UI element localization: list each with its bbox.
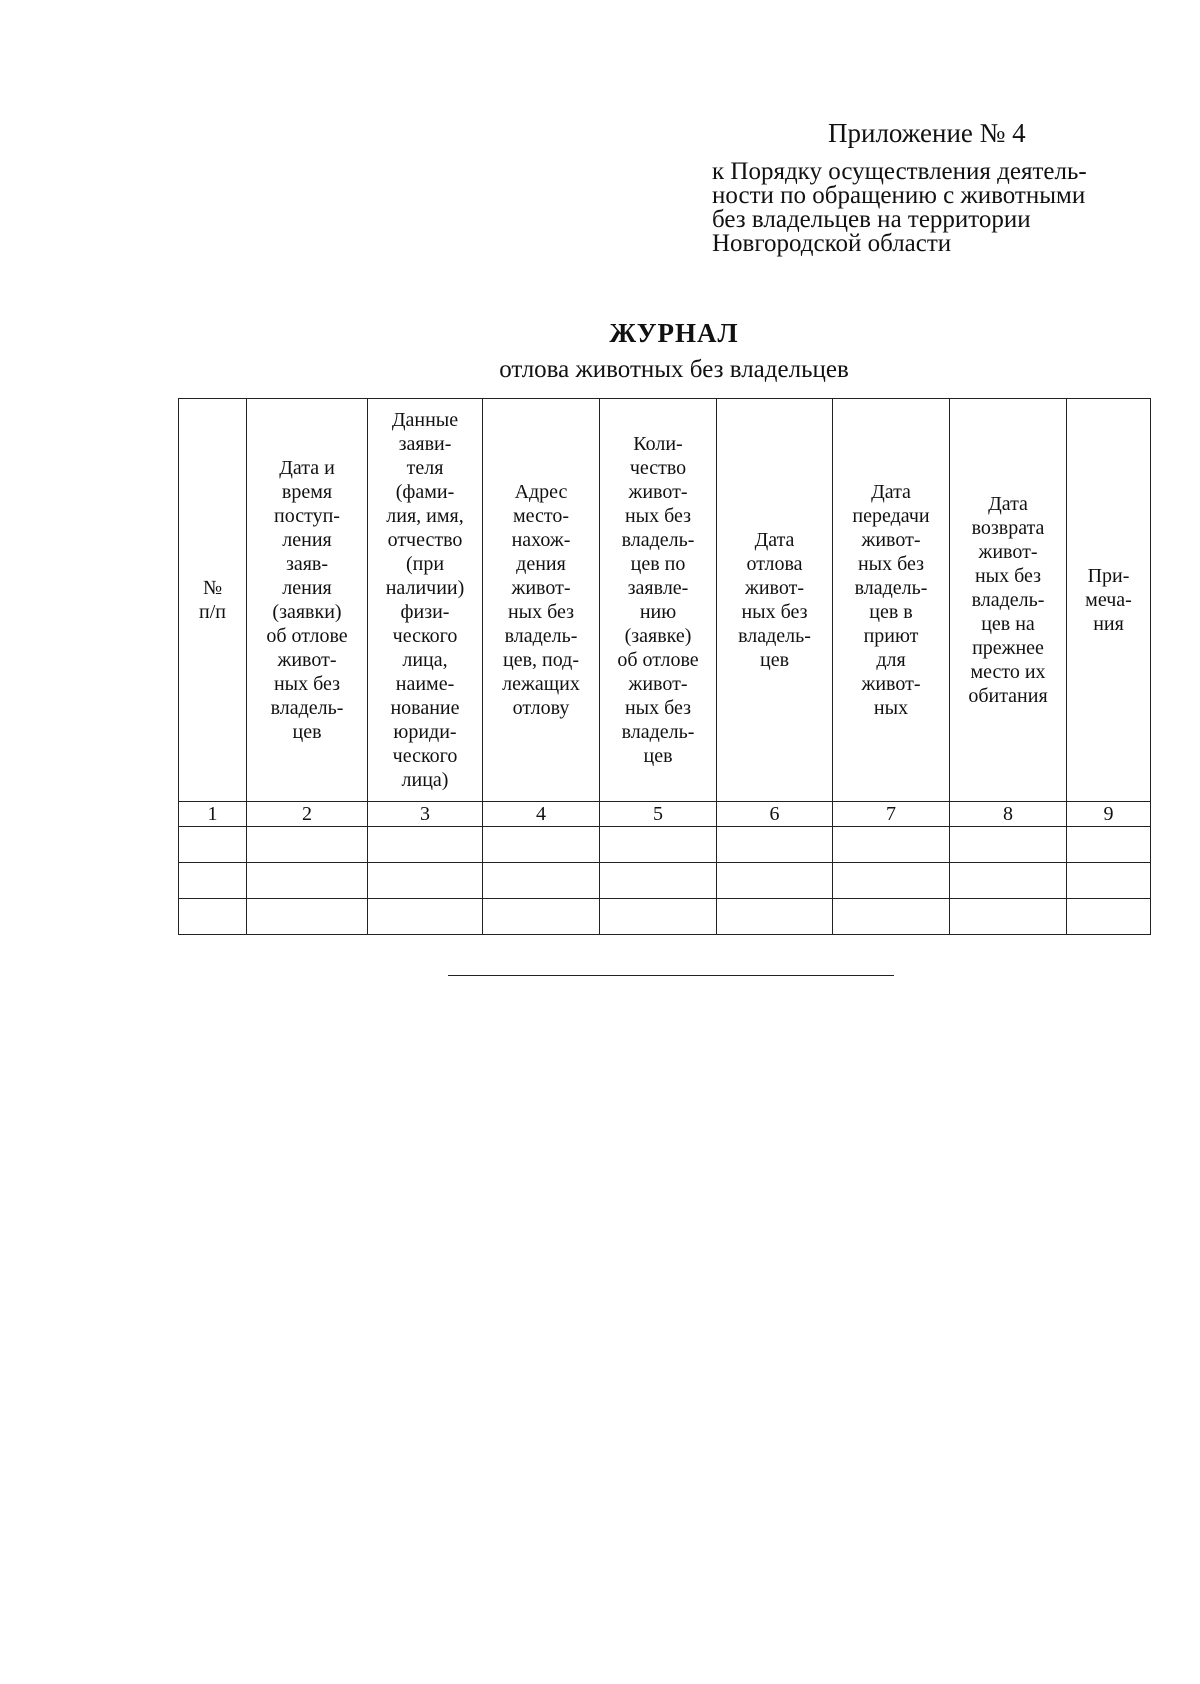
column-number: 3 <box>368 802 483 827</box>
column-header: При- меча- ния <box>1067 399 1151 802</box>
column-number: 9 <box>1067 802 1151 827</box>
journal-table <box>178 398 1151 935</box>
column-header: № п/п <box>179 399 247 802</box>
table-cell <box>179 863 247 899</box>
table-header-row <box>179 399 1151 802</box>
table-cell <box>833 827 950 863</box>
table-row <box>179 863 1151 899</box>
table-cell <box>950 827 1067 863</box>
column-header: Дата возврата живот- ных без владель- цев на прежнее место их обитания <box>950 399 1067 802</box>
appendix-line: Новгородской области <box>712 230 952 257</box>
appendix-line: без владельцев на территории <box>712 206 1031 233</box>
column-number: 7 <box>833 802 950 827</box>
table-cell <box>247 863 368 899</box>
table-cell <box>600 899 717 935</box>
table-cell <box>368 899 483 935</box>
table-cell <box>247 899 368 935</box>
table-cell <box>368 827 483 863</box>
column-header: Коли- чество живот- ных без владель- цев по заявле- нию (заявке) об отлове живот- ных без владель- цев <box>600 399 717 802</box>
table-cell <box>833 899 950 935</box>
table-cell <box>483 827 600 863</box>
table-cell <box>247 827 368 863</box>
table-row <box>179 899 1151 935</box>
table-cell <box>483 863 600 899</box>
column-number: 1 <box>179 802 247 827</box>
column-number: 6 <box>717 802 833 827</box>
appendix-title: Приложение № 4 <box>828 118 1026 148</box>
column-number: 4 <box>483 802 600 827</box>
column-header: Дата отлова живот- ных без владель- цев <box>717 399 833 802</box>
column-number: 8 <box>950 802 1067 827</box>
table-cell <box>717 863 833 899</box>
table-cell <box>833 863 950 899</box>
table-cell <box>717 899 833 935</box>
table-cell <box>179 827 247 863</box>
end-rule-divider <box>448 975 894 976</box>
table-cell <box>950 899 1067 935</box>
table-row <box>179 827 1151 863</box>
journal-subtitle: отлова животных без владельцев <box>499 356 849 383</box>
table-cell <box>368 863 483 899</box>
table-cell <box>950 863 1067 899</box>
table-cell <box>1067 827 1151 863</box>
appendix-line: к Порядку осуществления деятель- <box>712 158 1087 185</box>
column-header: Адрес место- нахож- дения живот- ных без владель- цев, под- лежащих отлову <box>483 399 600 802</box>
table-cell <box>179 899 247 935</box>
table-cell <box>1067 863 1151 899</box>
column-number: 2 <box>247 802 368 827</box>
table-cell <box>600 863 717 899</box>
appendix-reference <box>712 160 1132 256</box>
column-number: 5 <box>600 802 717 827</box>
appendix-line: ности по обращению с животными <box>712 182 1086 209</box>
column-number-row <box>179 802 1151 827</box>
table-cell <box>600 827 717 863</box>
journal-title: ЖУРНАЛ <box>609 318 739 348</box>
column-header: Дата передачи живот- ных без владель- цев в приют для живот- ных <box>833 399 950 802</box>
column-header: Дата и время поступ- ления заяв- ления (заявки) об отлове живот- ных без владель- цев <box>247 399 368 802</box>
table-cell <box>717 827 833 863</box>
table-cell <box>1067 899 1151 935</box>
table-cell <box>483 899 600 935</box>
column-header: Данные заяви- теля (фами- лия, имя, отчество (при наличии) физи- ческого лица, наиме- нование юриди- ческого лица) <box>368 399 483 802</box>
